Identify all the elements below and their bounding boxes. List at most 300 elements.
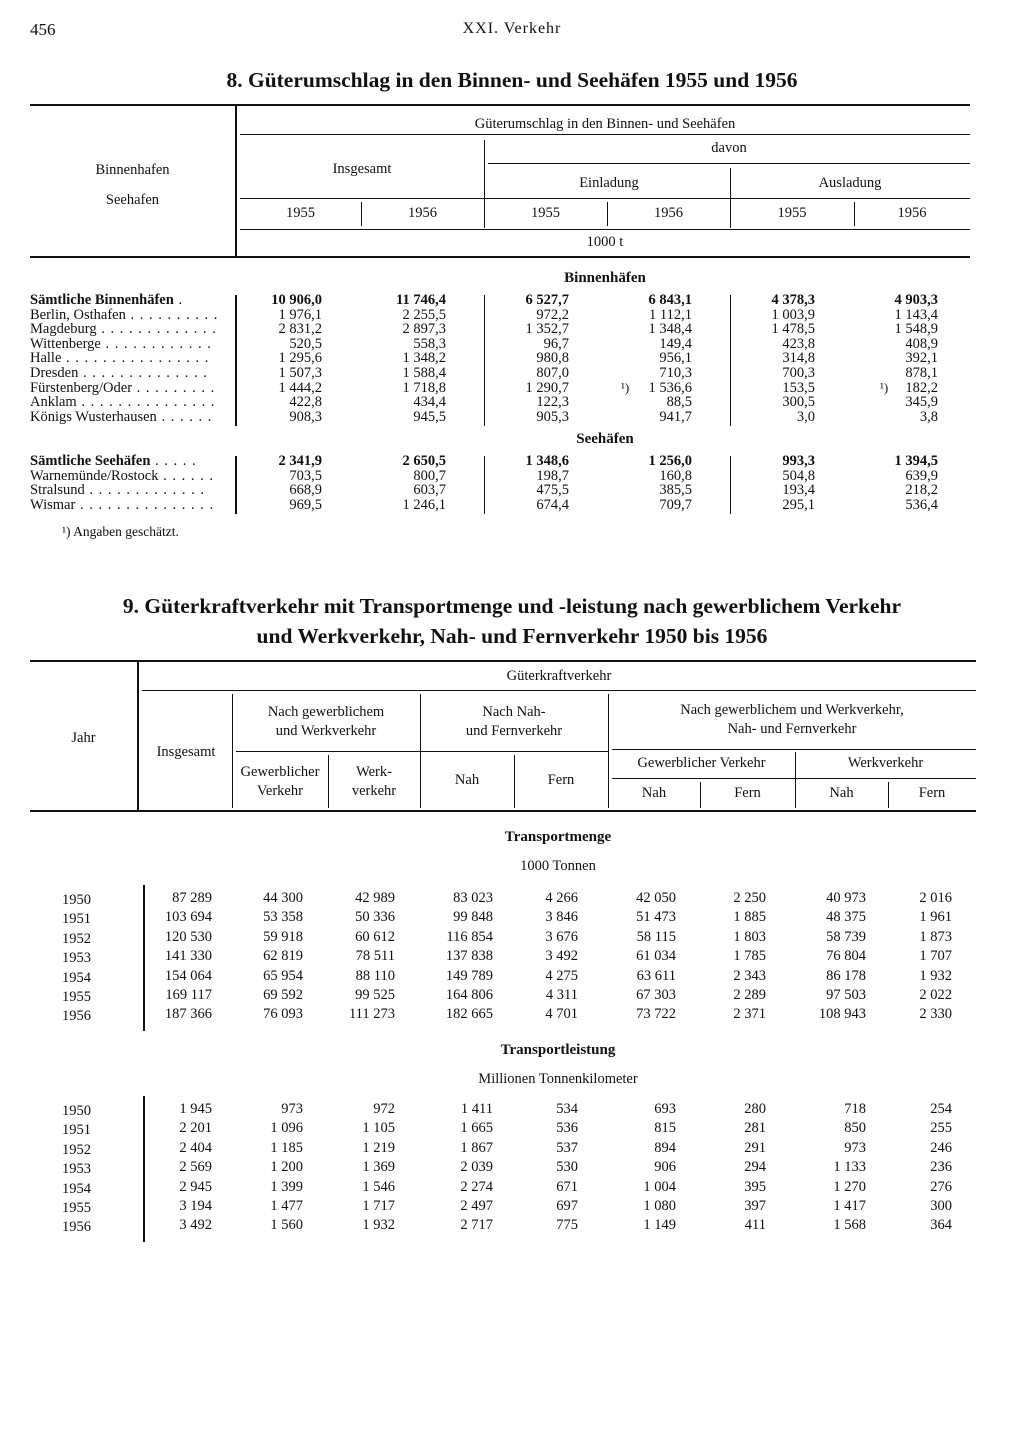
- table-cell: 2 201: [179, 1120, 212, 1137]
- table-cell: 42 050: [636, 890, 676, 906]
- table9-header-bottom-rule: [30, 810, 976, 812]
- table-cell: 993,3: [782, 453, 815, 469]
- table-cell: 1 560: [270, 1217, 303, 1234]
- table-cell: 10 906,0: [271, 292, 322, 308]
- table9-title-line1: 9. Güterkraftverkehr mit Transportmenge und -leistung nach gewerblichem Verkehr: [122, 594, 902, 618]
- table-cell: 1 133: [833, 1159, 866, 1176]
- year-label: 1951: [62, 911, 91, 928]
- row-label: [30, 498, 214, 513]
- table-cell: 2 022: [919, 987, 952, 1003]
- footnote-marker: ¹): [621, 379, 630, 395]
- table-cell: 4 311: [545, 987, 578, 1003]
- table-cell: 364: [930, 1217, 952, 1234]
- leader-dots: . . . . . . . . . .: [125, 306, 219, 323]
- table-cell: 530: [556, 1159, 578, 1176]
- leader-dots: .: [173, 292, 184, 308]
- table-cell: 281: [744, 1120, 766, 1137]
- table8-stub-divider: [235, 106, 237, 256]
- table-cell: 1 112,1: [649, 306, 692, 323]
- row-label: [30, 410, 212, 425]
- table-cell: 246: [930, 1139, 952, 1156]
- row-label: [30, 322, 217, 337]
- table-cell: 60 612: [355, 928, 395, 945]
- rule: [240, 134, 970, 135]
- table-cell: 1 945: [179, 1101, 212, 1117]
- rule: [612, 778, 976, 779]
- table-cell: 1 411: [460, 1101, 493, 1117]
- table8-header-bottom-rule: [30, 256, 970, 258]
- header-year: 1955: [777, 205, 807, 221]
- year-label: 1953: [62, 950, 91, 967]
- rule: [236, 751, 608, 752]
- table-cell: 1 785: [733, 948, 766, 965]
- table-cell: 1 105: [362, 1120, 395, 1137]
- table-cell: 3 846: [545, 909, 578, 926]
- header-gewerblicher-2: Verkehr: [257, 783, 303, 799]
- table-cell: 1 369: [362, 1159, 395, 1176]
- header-jahr: Jahr: [71, 730, 96, 746]
- header-cross-group-1: Nach gewerblichem und Werkverkehr,: [680, 702, 904, 718]
- table-cell: 141 330: [164, 948, 212, 965]
- table-cell: 44 300: [263, 890, 303, 906]
- header-nah: Nah: [454, 772, 480, 788]
- table-cell: 534: [556, 1101, 578, 1117]
- table-cell: 710,3: [659, 365, 692, 381]
- table-cell: 3,8: [919, 408, 938, 425]
- table-cell: 73 722: [636, 1006, 676, 1023]
- table-cell: 1 149: [643, 1217, 676, 1234]
- table-cell: 120 530: [164, 928, 212, 945]
- table-cell: 434,4: [413, 394, 446, 411]
- header-davon: davon: [711, 140, 747, 156]
- table-cell: 2 569: [179, 1159, 212, 1176]
- table-cell: 1 885: [733, 909, 766, 926]
- header-sub-nah: Nah: [641, 785, 667, 801]
- table-cell: 536,4: [905, 496, 938, 513]
- header-sub-nah: Nah: [829, 785, 854, 801]
- year-label: 1952: [62, 930, 91, 947]
- header-fern: Fern: [547, 772, 575, 788]
- header-ausladung: Ausladung: [818, 175, 882, 191]
- table-cell: 2 371: [733, 1006, 766, 1023]
- table-cell: 51 473: [636, 909, 676, 926]
- table-cell: 169 117: [165, 987, 212, 1003]
- footnote-marker: ¹): [880, 379, 889, 395]
- year-label: 1955: [62, 1200, 91, 1216]
- table-cell: 2 250: [733, 890, 766, 906]
- table9-top-rule: [30, 660, 976, 662]
- row-label: [30, 483, 205, 498]
- table-cell: 1 932: [919, 967, 952, 984]
- table-cell: 87 289: [172, 890, 212, 906]
- table-cell: 703,5: [289, 467, 322, 484]
- table-cell: 411: [744, 1217, 766, 1234]
- table-cell: 1 004: [643, 1178, 676, 1195]
- table-cell: 1 873: [919, 928, 952, 945]
- header-cross-group-2: Nah- und Fernverkehr: [727, 721, 857, 737]
- table-cell: 1 290,7: [525, 379, 569, 396]
- year-label: 1950: [62, 1103, 91, 1119]
- table-cell: 1 976,1: [278, 306, 322, 323]
- table-cell: 973: [281, 1101, 303, 1117]
- leader-dots: . . . . . . . . . . . . . .: [78, 365, 208, 381]
- table-cell: 236: [930, 1159, 952, 1176]
- header-werkverkehr: Werkverkehr: [847, 755, 924, 771]
- header-insgesamt: Insgesamt: [332, 161, 392, 177]
- table-cell: 1 270: [833, 1178, 866, 1195]
- table-cell: 1 399: [270, 1178, 303, 1195]
- table-cell: 1 185: [270, 1139, 303, 1156]
- table-cell: 99 525: [355, 987, 395, 1003]
- table-cell: 88,5: [666, 394, 692, 411]
- table-cell: 1 295,6: [278, 350, 322, 367]
- section-heading: Transportleistung: [500, 1042, 616, 1058]
- table9-stub-divider: [137, 662, 139, 810]
- table-cell: 3,0: [796, 408, 815, 425]
- row-label-text: Stralsund: [30, 482, 85, 499]
- table-cell: 2 255,5: [402, 306, 446, 323]
- table-cell: 423,8: [782, 335, 815, 352]
- row-label: [30, 381, 215, 396]
- table-cell: 78 511: [355, 948, 395, 965]
- table-cell: 345,9: [905, 394, 938, 411]
- header-year: 1955: [531, 205, 560, 221]
- table-cell: 1 717: [362, 1198, 395, 1214]
- header-werk-2: verkehr: [351, 783, 397, 799]
- leader-dots: . . . . .: [150, 453, 197, 469]
- table-cell: 1 867: [460, 1139, 493, 1156]
- header-unit: 1000 t: [586, 234, 624, 250]
- table-cell: 1 507,3: [278, 365, 322, 381]
- row-label: [30, 366, 208, 381]
- table-cell: 86 178: [826, 967, 866, 984]
- table-cell: 697: [556, 1198, 578, 1214]
- table-cell: 2 039: [460, 1159, 493, 1176]
- year-label: 1952: [62, 1141, 91, 1158]
- leader-dots: . . . . . .: [156, 408, 213, 425]
- row-label: [30, 395, 215, 410]
- section-unit: 1000 Tonnen: [520, 858, 596, 874]
- leader-dots: . . . . . . . . .: [132, 379, 216, 396]
- header-gew-verkehr: Gewerblicher Verkehr: [637, 755, 766, 771]
- header-werk-1: Werk-: [356, 764, 392, 780]
- row-label-text: Anklam: [30, 394, 77, 411]
- table-cell: 83 023: [453, 890, 493, 906]
- table-cell: 395: [744, 1178, 766, 1195]
- table8-footnote: ¹) Angaben geschätzt.: [62, 524, 179, 539]
- table-cell: 96,7: [543, 335, 569, 352]
- table-cell: 280: [744, 1101, 766, 1117]
- table-cell: 1 219: [362, 1139, 395, 1156]
- table-cell: 1 548,9: [894, 321, 938, 338]
- table-cell: 2 343: [733, 967, 766, 984]
- row-label-text: Königs Wusterhausen: [30, 408, 157, 425]
- table-cell: 153,5: [782, 379, 815, 396]
- table-cell: 972,2: [536, 306, 569, 323]
- table-cell: 76 804: [826, 948, 866, 965]
- leader-dots: . . . . . . . . . . . . . . .: [76, 394, 216, 411]
- row-label-text: Dresden: [30, 365, 79, 381]
- table-cell: 878,1: [905, 365, 938, 381]
- table-cell: 775: [556, 1217, 578, 1234]
- table-cell: 972: [373, 1101, 395, 1117]
- table-cell: 536: [556, 1120, 578, 1137]
- row-label-text: Warnemünde/Rostock: [30, 467, 159, 484]
- header-gueterkraftverkehr: Güterkraftverkehr: [506, 668, 612, 684]
- table-cell: 693: [654, 1101, 676, 1117]
- table-cell: 160,8: [659, 467, 692, 484]
- table-cell: 4 266: [545, 890, 578, 906]
- row-label-text: Wismar: [30, 496, 76, 513]
- table9-title-line2: und Werkverkehr, Nah- und Fernverkehr 1950 bis 1956: [256, 624, 768, 648]
- table8-top-rule: [30, 104, 970, 106]
- table-cell: 408,9: [905, 335, 938, 352]
- table-cell: 2 497: [460, 1198, 493, 1214]
- table-cell: 4 701: [545, 1006, 578, 1023]
- table-cell: 42 989: [355, 890, 395, 906]
- table-cell: 392,1: [905, 350, 938, 367]
- table-cell: 945,5: [413, 408, 446, 425]
- table-cell: 65 954: [263, 967, 303, 984]
- table-cell: 300,5: [782, 394, 815, 411]
- table-cell: 1 417: [833, 1198, 866, 1214]
- table-cell: 48 375: [826, 909, 866, 926]
- table-cell: 1 932: [362, 1217, 395, 1234]
- leader-dots: . . . . . . . . . . . . . . . .: [61, 350, 210, 367]
- table-cell: 807,0: [536, 365, 569, 381]
- table-cell: 300: [930, 1198, 952, 1214]
- leader-dots: . . . . . . . . . . . .: [100, 335, 212, 352]
- header-year: 1956: [897, 205, 927, 221]
- table-cell: 2 274: [460, 1178, 493, 1195]
- table-cell: 422,8: [289, 394, 322, 411]
- table-cell: 67 303: [636, 987, 676, 1003]
- table-cell: 1 707: [919, 948, 952, 965]
- table-cell: 1 143,4: [894, 306, 938, 323]
- table-cell: 1 444,2: [278, 379, 322, 396]
- row-label: [30, 308, 218, 323]
- leader-dots: . . . . . . . . . . . . .: [96, 321, 217, 338]
- header-nf-group-1: Nach Nah-: [482, 704, 546, 720]
- table-cell: 850: [844, 1120, 866, 1137]
- table-cell: 53 358: [263, 909, 303, 926]
- table-cell: 671: [556, 1178, 578, 1195]
- header-insgesamt: Insgesamt: [156, 744, 216, 760]
- stub-header-binnenhafen: Binnenhafen: [95, 162, 170, 178]
- table-cell: 1 352,7: [525, 321, 569, 338]
- year-label: 1954: [62, 1180, 91, 1197]
- table-cell: 700,3: [782, 365, 815, 381]
- table-cell: 111 273: [348, 1006, 395, 1023]
- table-cell: 558,3: [413, 335, 446, 352]
- table-cell: 3 492: [179, 1217, 212, 1234]
- table-cell: 1 665: [460, 1120, 493, 1137]
- table-cell: 1 348,6: [525, 453, 569, 469]
- table-cell: 1 246,1: [402, 496, 446, 513]
- table-cell: 187 366: [164, 1006, 212, 1023]
- row-label: [30, 454, 197, 469]
- table-cell: 11 746,4: [396, 292, 446, 308]
- table-cell: 69 592: [263, 987, 303, 1003]
- table-cell: 1 478,5: [771, 321, 815, 338]
- table-cell: 639,9: [905, 467, 938, 484]
- header-year: 1956: [408, 205, 437, 221]
- table-cell: 116 854: [446, 928, 493, 945]
- table-cell: 1 080: [643, 1198, 676, 1214]
- table-cell: 40 973: [826, 890, 866, 906]
- table-cell: 4 903,3: [894, 292, 938, 308]
- row-label: [30, 351, 209, 366]
- year-label: 1955: [62, 989, 91, 1005]
- table-cell: 2 650,5: [402, 453, 446, 469]
- section-heading: Transportmenge: [504, 829, 612, 845]
- table-cell: 198,7: [536, 467, 569, 484]
- rule: [240, 229, 970, 230]
- year-label: 1950: [62, 892, 91, 908]
- row-label-text: Magdeburg: [30, 321, 97, 338]
- section-unit: Millionen Tonnenkilometer: [478, 1071, 638, 1087]
- table-cell: 1 536,6: [648, 379, 692, 396]
- table-cell: 149,4: [659, 335, 692, 352]
- table-cell: 668,9: [289, 482, 322, 499]
- row-label: [30, 293, 183, 308]
- table-cell: 291: [744, 1139, 766, 1156]
- table-cell: 2 404: [179, 1139, 212, 1156]
- page-number: 456: [30, 20, 56, 39]
- table-cell: 906: [654, 1159, 676, 1176]
- row-label-text: Fürstenberg/Oder: [30, 379, 133, 396]
- table-cell: 1 003,9: [771, 306, 815, 323]
- table-cell: 718: [844, 1101, 866, 1117]
- table-cell: 385,5: [659, 482, 692, 499]
- table-cell: 154 064: [164, 967, 212, 984]
- leader-dots: . . . . . .: [158, 467, 214, 484]
- table-cell: 255: [930, 1120, 952, 1137]
- table-cell: 276: [930, 1178, 952, 1195]
- table-cell: 1 961: [919, 909, 952, 926]
- header-einladung: Einladung: [579, 175, 639, 191]
- header-year: 1956: [654, 205, 683, 221]
- table-cell: 4 275: [545, 967, 578, 984]
- table-cell: 108 943: [818, 1006, 866, 1023]
- table-cell: 1 477: [270, 1198, 303, 1214]
- table-cell: 1 546: [362, 1178, 395, 1195]
- running-title: XXI. Verkehr: [462, 20, 562, 37]
- header-gewerblicher-1: Gewerblicher: [240, 764, 320, 780]
- table-cell: 2 289: [733, 987, 766, 1003]
- row-label-text: Sämtliche Binnenhäfen: [30, 292, 174, 308]
- table-cell: 182 665: [445, 1006, 493, 1023]
- table-cell: 520,5: [289, 335, 322, 352]
- table-cell: 1 348,4: [648, 321, 692, 338]
- rule: [240, 198, 970, 199]
- header-gw-group-2: und Werkverkehr: [275, 723, 377, 739]
- table-cell: 2 330: [919, 1006, 952, 1023]
- table-cell: 709,7: [659, 496, 692, 513]
- table-cell: 58 739: [826, 928, 866, 945]
- table-cell: 973: [844, 1139, 866, 1156]
- table-cell: 50 336: [355, 909, 395, 926]
- year-label: 1953: [62, 1161, 91, 1178]
- year-label: 1954: [62, 969, 91, 986]
- table-cell: 3 194: [179, 1198, 212, 1214]
- table-cell: 61 034: [636, 948, 676, 965]
- table-cell: 674,4: [536, 496, 569, 513]
- table-cell: 1 394,5: [894, 453, 938, 469]
- row-label: [30, 469, 214, 484]
- table-cell: 6 843,1: [648, 292, 692, 308]
- table-cell: 97 503: [826, 987, 866, 1003]
- table-cell: 2 341,9: [278, 453, 322, 469]
- table-cell: 941,7: [659, 408, 692, 425]
- year-label: 1951: [62, 1122, 91, 1139]
- row-label: [30, 337, 212, 352]
- table-cell: 295,1: [782, 496, 815, 513]
- header-nf-group-2: und Fernverkehr: [465, 723, 563, 739]
- table-cell: 59 918: [263, 928, 303, 945]
- rule: [612, 749, 976, 750]
- header-year: 1955: [286, 205, 315, 221]
- table-cell: 537: [556, 1139, 578, 1156]
- leader-dots: . . . . . . . . . . . . .: [84, 482, 206, 499]
- header-sub-fern: Fern: [918, 785, 946, 801]
- table-cell: 164 806: [445, 987, 493, 1003]
- table-cell: 1 568: [833, 1217, 866, 1234]
- table-cell: 969,5: [289, 496, 322, 513]
- table-cell: 294: [744, 1159, 766, 1176]
- rule: [142, 690, 976, 691]
- table-cell: 1 718,8: [402, 379, 446, 396]
- table-cell: 475,5: [536, 482, 569, 499]
- table-cell: 63 611: [636, 967, 676, 984]
- table-cell: 1 348,2: [402, 350, 446, 367]
- table-cell: 254: [930, 1101, 952, 1117]
- table-cell: 397: [744, 1198, 766, 1214]
- table-cell: 2 831,2: [278, 321, 322, 338]
- table-cell: 137 838: [445, 948, 493, 965]
- table8-title: 8. Güterumschlag in den Binnen- und Seehäfen 1955 und 1956: [226, 68, 798, 92]
- table-cell: 956,1: [659, 350, 692, 367]
- table-cell: 122,3: [536, 394, 569, 411]
- table-cell: 815: [654, 1120, 676, 1137]
- table-cell: 62 819: [263, 948, 303, 965]
- table-cell: 314,8: [782, 350, 815, 367]
- table-cell: 1 256,0: [648, 453, 692, 469]
- table-cell: 504,8: [782, 467, 815, 484]
- year-label: 1956: [62, 1008, 91, 1025]
- table-cell: 980,8: [536, 350, 569, 367]
- table-cell: 1 588,4: [402, 365, 446, 381]
- table-cell: 193,4: [782, 482, 815, 499]
- table-cell: 6 527,7: [525, 292, 569, 308]
- table-cell: 218,2: [905, 482, 938, 499]
- table-cell: 88 110: [355, 967, 395, 984]
- table-cell: 905,3: [536, 408, 569, 425]
- stub-header-seehafen: Seehafen: [105, 192, 160, 208]
- table-cell: 603,7: [413, 482, 446, 499]
- row-label-text: Halle: [30, 350, 62, 367]
- table-cell: 1 803: [733, 928, 766, 945]
- table-cell: 2 945: [179, 1178, 212, 1195]
- row-label-text: Wittenberge: [30, 335, 101, 352]
- header-gw-group-1: Nach gewerblichem: [267, 704, 385, 720]
- table-cell: 103 694: [164, 909, 212, 926]
- table-cell: 3 676: [545, 928, 578, 945]
- table-cell: 894: [654, 1139, 676, 1156]
- table-cell: 800,7: [413, 467, 446, 484]
- table-cell: 1 096: [270, 1120, 303, 1137]
- table-cell: 2 717: [460, 1217, 493, 1234]
